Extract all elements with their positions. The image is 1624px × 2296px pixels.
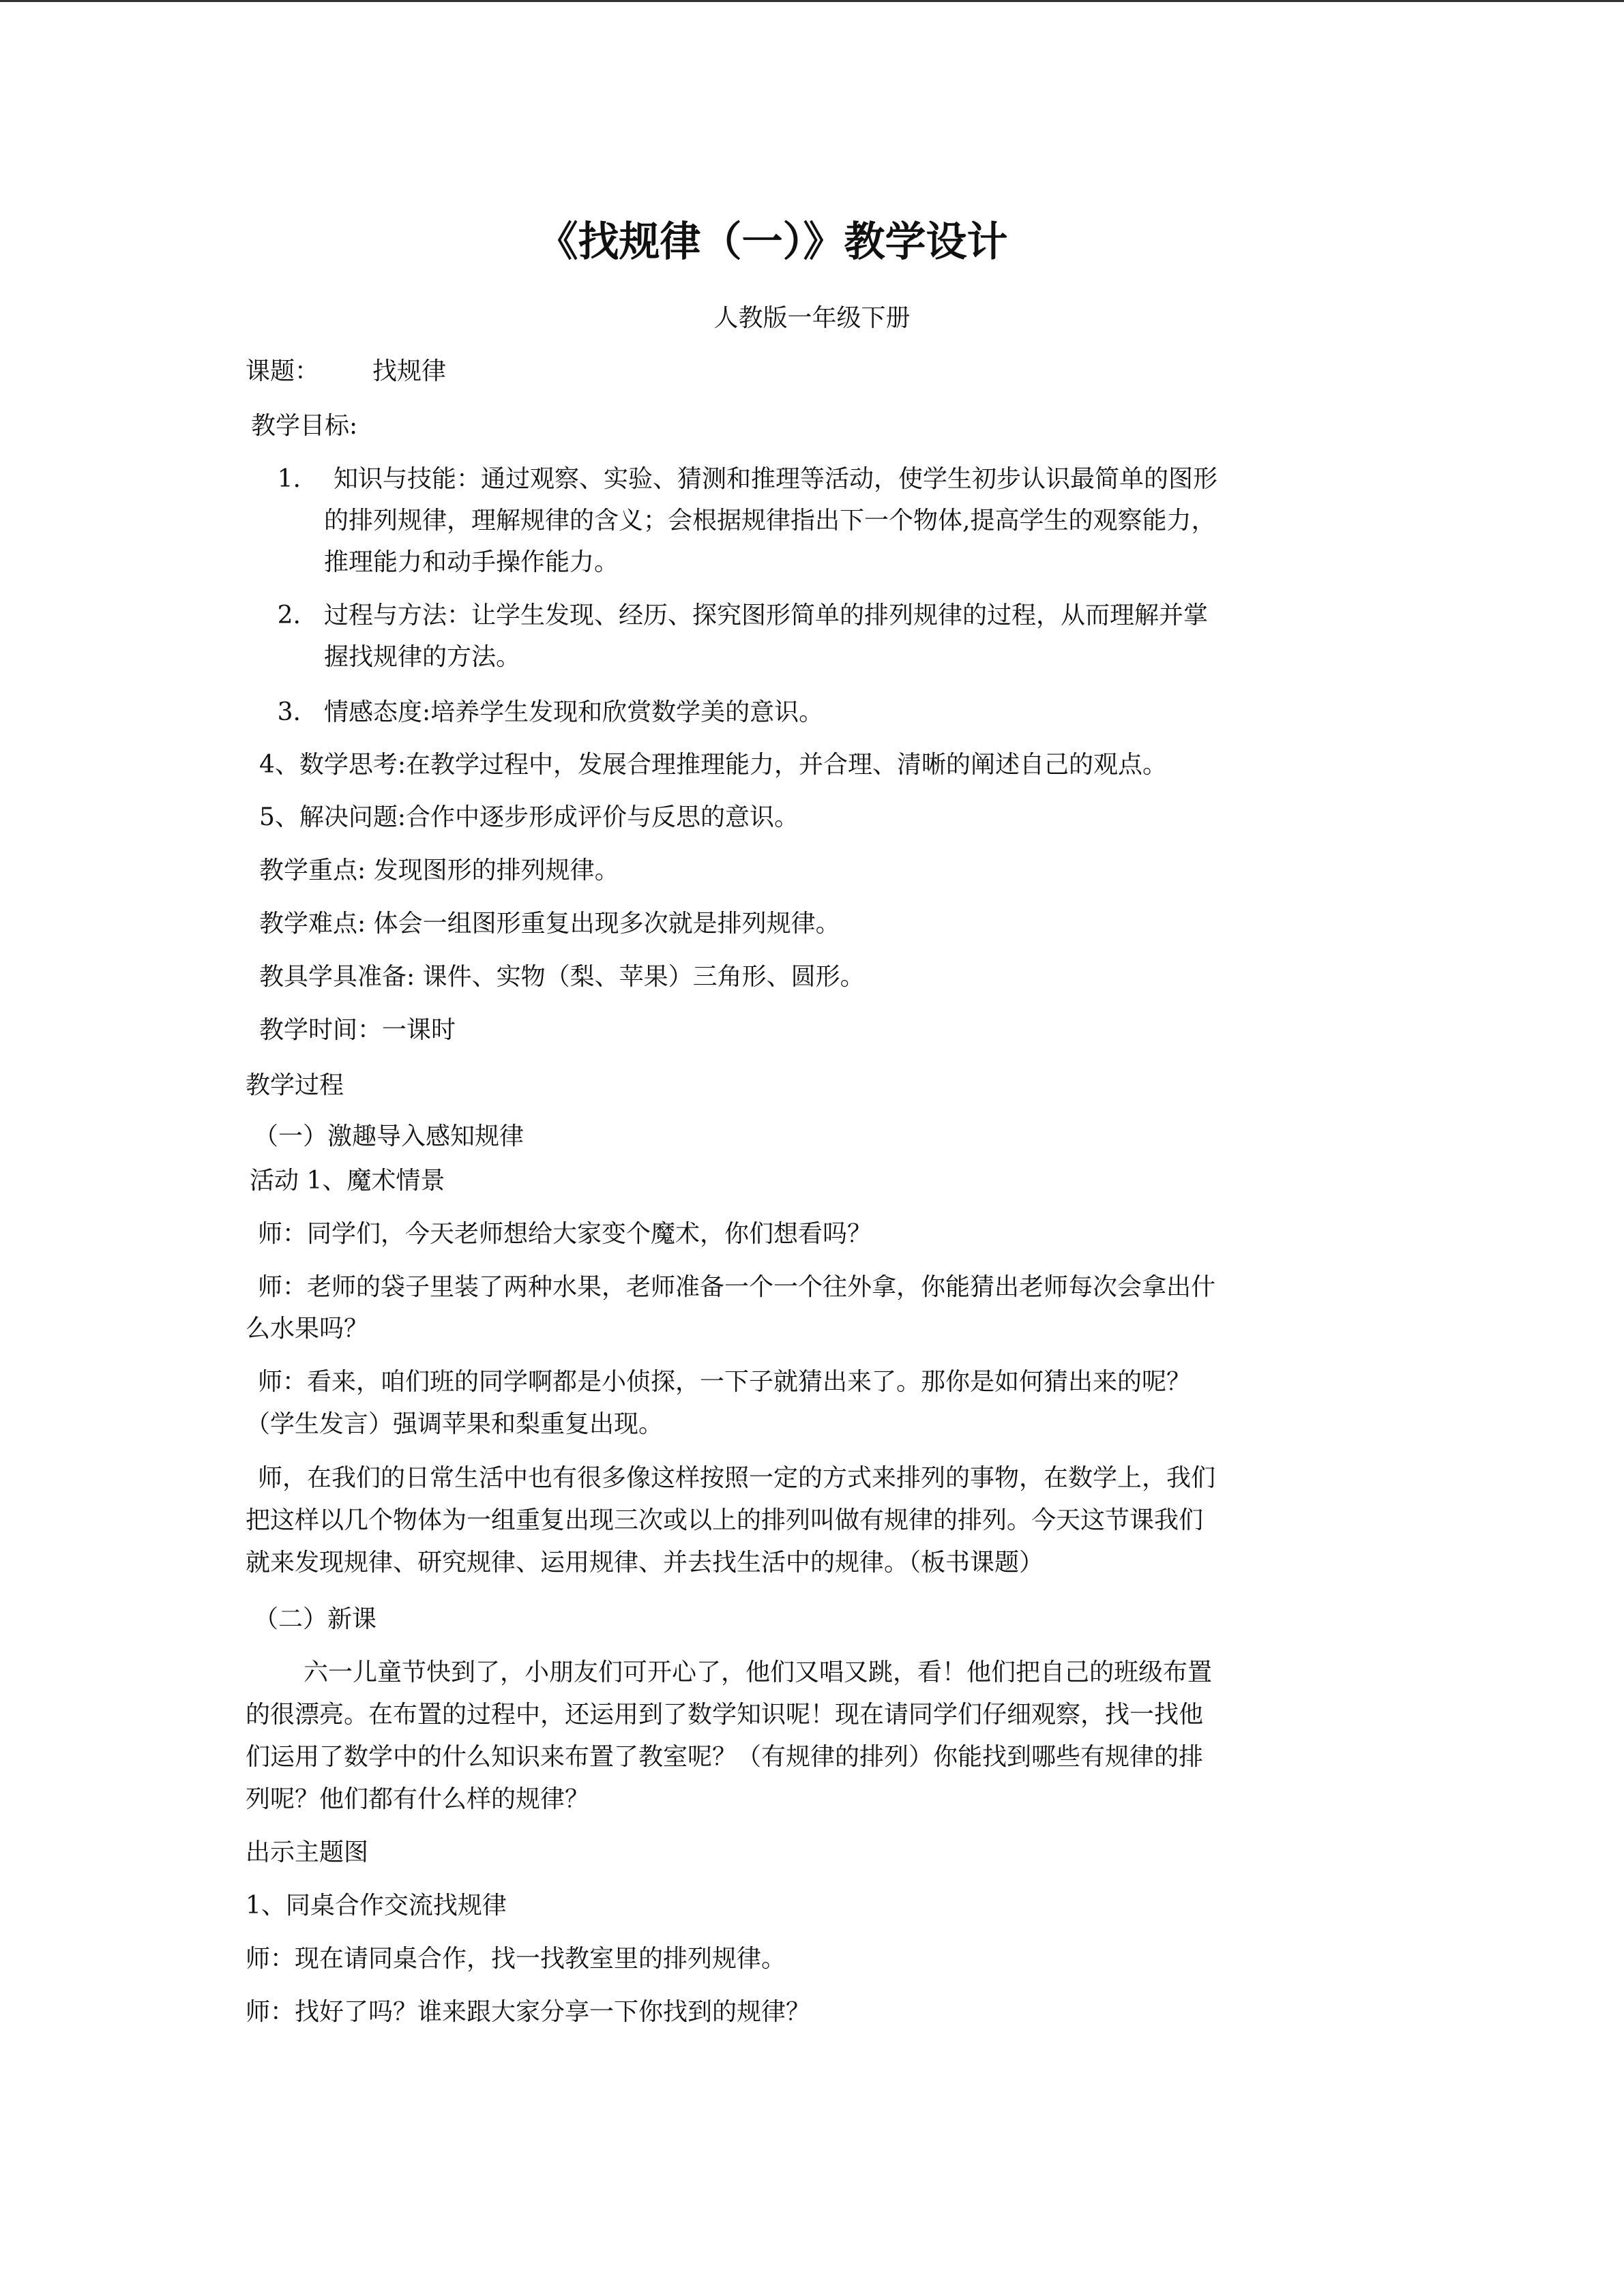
goal-2-number: 2. — [277, 601, 301, 629]
goal-4: 4、数学思考:在教学过程中，发展合理推理能力，并合理、清晰的阐述自己的观点。 — [259, 751, 1168, 779]
goal-1-line-2: 的排列规律，理解规律的含义；会根据规律指出下一个物体,提高学生的观察能力， — [324, 507, 1216, 535]
teacher-line-3a: 师：看来，咱们班的同学啊都是小侦探，一下子就猜出来了。那你是如何猜出来的呢？ — [258, 1368, 1192, 1396]
new-lesson-para-2: 的很漂亮。在布置的过程中，还运用到了数学知识呢！现在请同学们仔细观察，找一找他 — [246, 1701, 1204, 1729]
goal-1-number: 1. — [277, 465, 301, 493]
goal-3-text: 情感态度:培养学生发现和欣赏数学美的意识。 — [324, 698, 824, 726]
goals-heading: 教学目标: — [251, 412, 358, 440]
section-2-heading: （二）新课 — [254, 1605, 377, 1633]
topic-label: 课题： — [246, 357, 320, 385]
show-image: 出示主题图 — [246, 1838, 369, 1866]
key-point: 教学重点: 发现图形的排列规律。 — [259, 856, 619, 884]
page-title: 《找规律（一）》教学设计 — [537, 218, 1008, 266]
goal-1-line-1 — [250, 463, 1217, 496]
teacher-line-6: 师：找好了吗？谁来跟大家分享一下你找到的规律？ — [246, 1998, 811, 2026]
teacher-line-1: 师：同学们，今天老师想给大家变个魔术，你们想看吗？ — [258, 1220, 872, 1248]
topic-line — [246, 355, 446, 388]
teacher-line-4a: 师，在我们的日常生活中也有很多像这样按照一定的方式来排列的事物，在数学上，我们 — [258, 1464, 1216, 1492]
subtitle: 人教版一年级下册 — [713, 304, 911, 332]
activity-1: 活动 1、魔术情景 — [250, 1167, 445, 1195]
materials: 教具学具准备: 课件、实物（梨、苹果）三角形、圆形。 — [259, 963, 865, 991]
new-lesson-para-3: 们运用了数学中的什么知识来布置了教室呢？（有规律的排列）你能找到哪些有规律的排 — [246, 1743, 1204, 1771]
teacher-line-5: 师：现在请同桌合作，找一找教室里的排列规律。 — [246, 1945, 786, 1973]
difficulty: 教学难点: 体会一组图形重复出现多次就是排列规律。 — [259, 910, 840, 938]
goal-3-number: 3. — [277, 698, 301, 726]
section-1-heading: （一）激趣导入感知规律 — [254, 1122, 525, 1150]
goal-1-line-3: 推理能力和动手操作能力。 — [324, 548, 619, 576]
goal-2-line-2: 握找规律的方法。 — [324, 643, 521, 671]
teaching-time: 教学时间：一课时 — [259, 1016, 456, 1044]
goal-2-line-1 — [250, 599, 1208, 632]
teacher-line-3b: （学生发言）强调苹果和梨重复出现。 — [246, 1410, 664, 1438]
teacher-line-2b: 么水果吗？ — [246, 1315, 369, 1343]
new-lesson-para-1: 六一儿童节快到了，小朋友们可开心了，他们又唱又跳，看！他们把自己的班级布置 — [304, 1658, 1213, 1686]
goal-1-text: 知识与技能：通过观察、实验、猜测和推理等活动，使学生初步认识最简单的图形 — [334, 465, 1218, 493]
topic-value: 找规律 — [372, 357, 447, 385]
teacher-line-4b: 把这样以几个物体为一组重复出现三次或以上的排列叫做有规律的排列。今天这节课我们 — [246, 1506, 1204, 1534]
new-lesson-para-4: 列呢？他们都有什么样的规律？ — [246, 1785, 590, 1813]
goal-5: 5、解决问题:合作中逐步形成评价与反思的意识。 — [259, 803, 799, 831]
step-1: 1、同桌合作交流找规律 — [246, 1892, 507, 1920]
goal-2-text: 过程与方法：让学生发现、经历、探究图形简单的排列规律的过程，从而理解并掌 — [324, 601, 1209, 629]
goal-3-line — [250, 696, 823, 729]
process-heading: 教学过程 — [246, 1071, 344, 1099]
teacher-line-2a: 师：老师的袋子里装了两种水果，老师准备一个一个往外拿，你能猜出老师每次会拿出什 — [258, 1273, 1216, 1301]
teacher-line-4c: 就来发现规律、研究规律、运用规律、并去找生活中的规律。（板书课题） — [246, 1549, 1044, 1577]
